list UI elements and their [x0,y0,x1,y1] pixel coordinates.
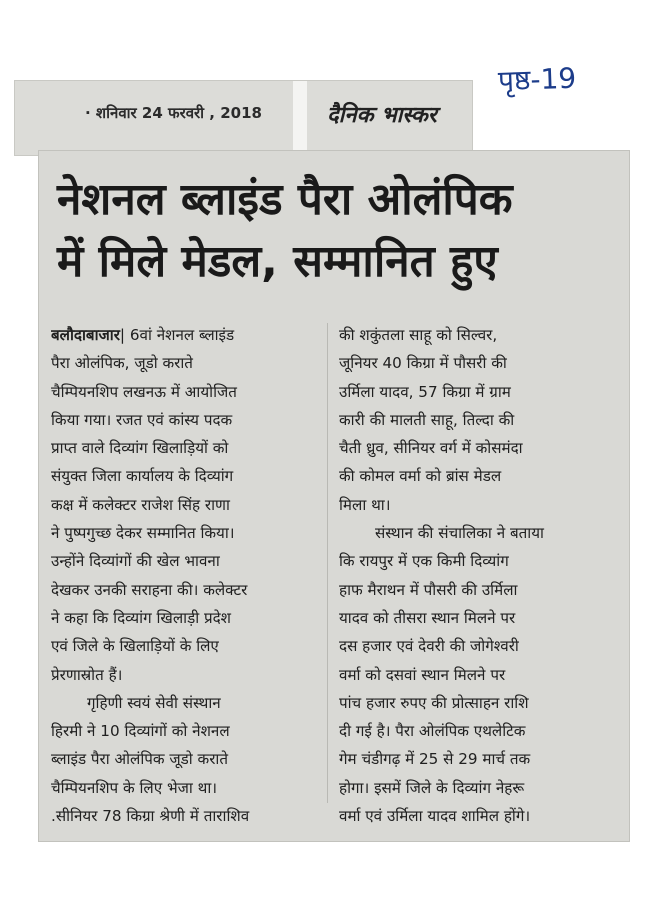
headline [57,169,617,293]
article-line: पैरा ओलंपिक, जूडो कराते [51,354,193,373]
article-line: ने पुष्पगुच्छ देकर सम्मानित किया। [51,524,235,543]
article-line: होगा। इसमें जिले के दिव्यांग नेहरू [339,778,525,797]
article-line: चैम्पियनशिप लखनऊ में आयोजित [51,382,237,401]
handwritten-page-number: पृष्ठ-19 [497,61,577,98]
article-line: एवं जिले के खिलाड़ियों के लिए [51,637,219,656]
article-line: प्रेरणास्रोत हैं। [51,665,123,684]
article-line: किया गया। रजत एवं कांस्य पदक [51,410,233,429]
article-line: उर्मिला यादव, 57 किग्रा में ग्राम [339,382,511,401]
article-line: गेम चंडीगढ़ में 25 से 29 मार्च तक [339,750,531,769]
publication-date: · शनिवार 24 फरवरी , 2018 [85,104,262,122]
article-line: कक्ष में कलेक्टर राजेश सिंह राणा [51,495,230,514]
article-line: संस्थान की संचालिका ने बताया [375,524,544,543]
article-line-text: | 6वां नेशनल ब्लाइंड [119,326,235,344]
article-line: मिला था। [339,495,391,514]
article-line: दस हजार एवं देवरी की जोगेश्वरी [339,637,519,656]
dateline: बलौदाबाजार [51,326,120,344]
article-line: हाफ मैराथन में पौसरी की उर्मिला [339,580,518,599]
article-line: प्राप्त वाले दिव्यांग खिलाड़ियों को [51,439,229,458]
newspaper-name: दैनिक भास्कर [327,102,437,128]
article-line: संयुक्त जिला कार्यालय के दिव्यांग [51,467,234,486]
article-line: चैती ध्रुव, सीनियर वर्ग में कोसमंदा [339,439,523,458]
article-line: यादव को तीसरा स्थान मिलने पर [339,608,516,627]
article-line: देखकर उनकी सराहना की। कलेक्टर [51,580,248,599]
article-line: दी गई है। पैरा ओलंपिक एथलेटिक [339,722,526,741]
article-line: उन्होंने दिव्यांगों की खेल भावना [51,552,220,571]
headline-line-2: में मिले मेडल, सम्मानित हुए [57,236,498,287]
headline-line-1: नेशनल ब्लाइंड पैरा ओलंपिक [57,174,513,225]
article-line [51,321,351,349]
article-line: की कोमल वर्मा को ब्रांस मेडल [339,467,502,486]
article-line: .सीनियर 78 किग्रा श्रेणी में ताराशिव [51,807,250,826]
article-line: गृहिणी स्वयं सेवी संस्थान [87,693,221,712]
news-clipping [38,150,630,842]
article-line: हिरमी ने 10 दिव्यांगों को नेशनल [51,722,230,741]
article-line: पांच हजार रुपए की प्रोत्साहन राशि [339,693,529,712]
article-line: ने कहा कि दिव्यांग खिलाड़ी प्रदेश [51,608,231,627]
header-strip [14,80,473,156]
article-line: कि रायपुर में एक किमी दिव्यांग [339,552,509,571]
article-line: कारी की मालती साहू, तिल्दा की [339,410,515,429]
article-line: चैम्पियनशिप के लिए भेजा था। [51,778,218,797]
article-line: वर्मा एवं उर्मिला यादव शामिल होंगे। [339,807,531,826]
article-column-left [51,321,351,830]
article-column-right [339,321,623,830]
article-line: ब्लाइंड पैरा ओलंपिक जूडो कराते [51,750,229,769]
article-line: की शकुंतला साहू को सिल्वर, [339,326,498,344]
article-line: जूनियर 40 किग्रा में पौसरी की [339,354,507,373]
strip-divider [293,81,307,155]
article-line: वर्मा को दसवां स्थान मिलने पर [339,665,506,684]
